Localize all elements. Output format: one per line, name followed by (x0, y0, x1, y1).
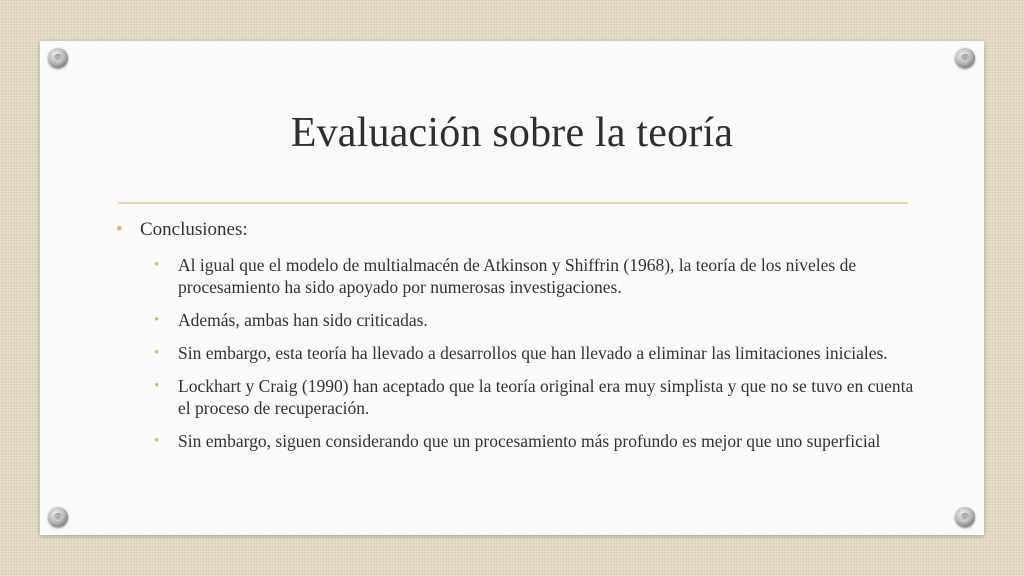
pushpin-top-left-icon (48, 48, 68, 68)
sub-bullet-item (154, 254, 916, 298)
sub-bullet-text: Lockhart y Craig (1990) han aceptado que la teoría original era muy simplista y que no se tuvo en cuenta el proceso de recuperación. (178, 376, 914, 418)
sub-bullet-text: Al igual que el modelo de multialmacén de Atkinson y Shiffrin (1968), la teoría de los niveles de procesamiento ha sido apoyado por numerosas investigaciones. (178, 255, 857, 297)
sub-bullet-text: Además, ambas han sido criticadas. (178, 310, 428, 330)
sub-bullet-list (154, 254, 916, 452)
sub-bullet-text: Sin embargo, esta teoría ha llevado a desarrollos que han llevado a eliminar las limitaciones iniciales. (178, 343, 888, 363)
bullet-icon: • (154, 312, 160, 328)
bullet-icon: • (116, 219, 123, 240)
bullet-icon: • (154, 433, 160, 449)
sub-bullet-item (154, 430, 916, 452)
bullet-heading (116, 218, 916, 242)
slide-canvas (40, 41, 984, 535)
bullet-heading-text: Conclusiones: (140, 219, 248, 240)
slide-body (116, 218, 916, 463)
sub-bullet-item (154, 375, 916, 419)
bullet-icon: • (154, 378, 160, 394)
title-divider (118, 202, 908, 204)
pushpin-bottom-right-icon (955, 507, 975, 527)
pushpin-top-right-icon (955, 48, 975, 68)
sub-bullet-text: Sin embargo, siguen considerando que un procesamiento más profundo es mejor que uno superficial (178, 431, 881, 451)
bullet-icon: • (154, 257, 160, 273)
sub-bullet-item (154, 342, 916, 364)
bullet-icon: • (154, 345, 160, 361)
slide-title: Evaluación sobre la teoría (290, 110, 734, 156)
pushpin-bottom-left-icon (48, 507, 68, 527)
sub-bullet-item (154, 309, 916, 331)
